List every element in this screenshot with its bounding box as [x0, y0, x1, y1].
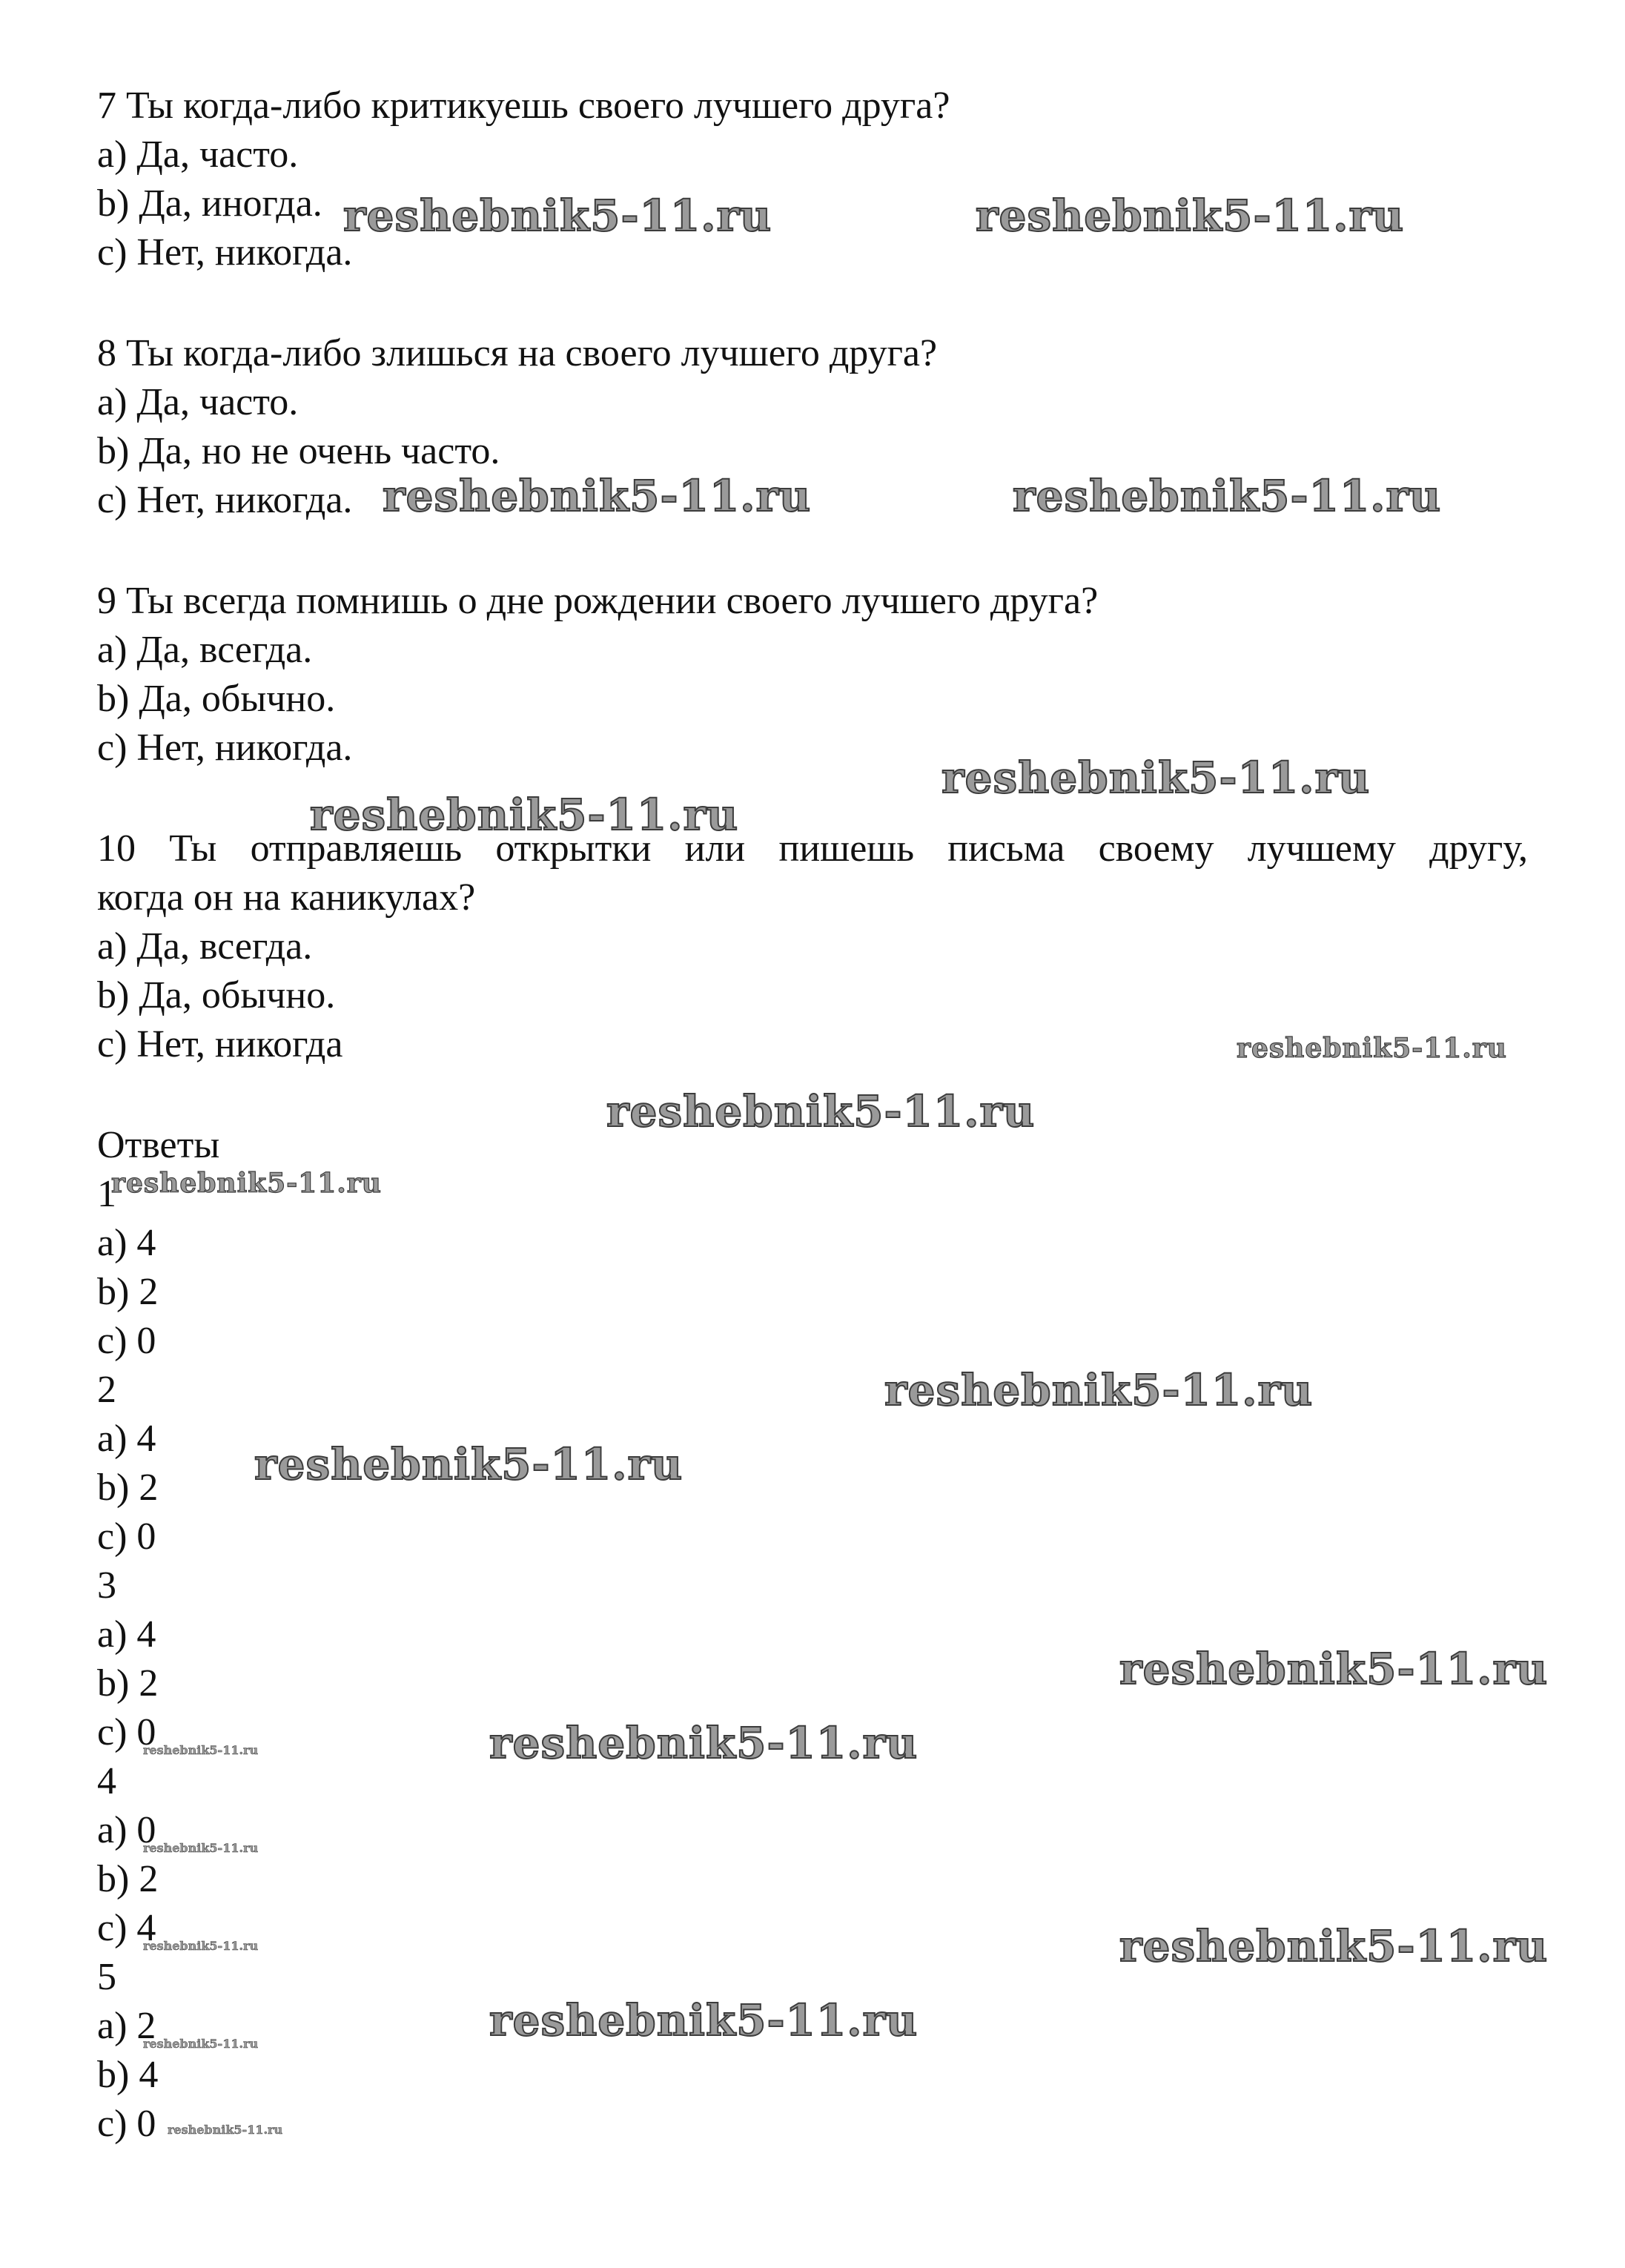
- watermark: reshebnik5-11.ru: [489, 1995, 919, 2046]
- question-7-option-b: b) Да, иногда.: [97, 182, 322, 225]
- answer-1-c: c) 0: [97, 1320, 156, 1362]
- question-9-option-a: a) Да, всегда.: [97, 629, 313, 671]
- question-10-option-a: a) Да, всегда.: [97, 925, 313, 968]
- watermark: reshebnik5-11.ru: [489, 1718, 919, 1768]
- answer-5-c: c) 0: [97, 2103, 156, 2145]
- watermark: reshebnik5-11.ru: [976, 191, 1405, 241]
- answer-2-b: b) 2: [97, 1467, 159, 1509]
- question-7-option-a: a) Да, часто.: [97, 133, 299, 176]
- watermark: reshebnik5-11.ru: [168, 2123, 283, 2137]
- watermark: reshebnik5-11.ru: [143, 1743, 259, 1757]
- question-10-option-b: b) Да, обычно.: [97, 974, 336, 1016]
- question-8-option-c: c) Нет, никогда.: [97, 479, 353, 521]
- answer-4-c: c) 4: [97, 1907, 156, 1949]
- question-10-option-c: c) Нет, никогда: [97, 1023, 343, 1065]
- answer-2-c: c) 0: [97, 1515, 156, 1558]
- watermark: reshebnik5-11.ru: [884, 1365, 1314, 1415]
- answer-3-number: 3: [97, 1564, 116, 1607]
- answer-2-a: a) 4: [97, 1418, 156, 1460]
- answer-1-b: b) 2: [97, 1271, 159, 1313]
- question-8-option-a: a) Да, часто.: [97, 381, 299, 423]
- watermark: reshebnik5-11.ru: [143, 1939, 259, 1953]
- watermark: reshebnik5-11.ru: [254, 1439, 684, 1490]
- answer-4-b: b) 2: [97, 1858, 159, 1900]
- question-10-title-line-2: когда он на каникулах?: [97, 876, 476, 919]
- question-7-title: 7 Ты когда-либо критикуешь своего лучшего друга?: [97, 85, 950, 127]
- question-9-option-c: c) Нет, никогда.: [97, 727, 353, 769]
- watermark: reshebnik5-11.ru: [941, 753, 1371, 803]
- question-9-option-b: b) Да, обычно.: [97, 678, 336, 720]
- question-8-title: 8 Ты когда-либо злишься на своего лучшего друга?: [97, 332, 938, 374]
- watermark: reshebnik5-11.ru: [343, 191, 772, 241]
- watermark: reshebnik5-11.ru: [1119, 1921, 1549, 1971]
- question-10-title-line-1: 10 Ты отправляешь открытки или пишешь письма своему лучшему другу,: [97, 827, 1528, 870]
- answer-5-a: a) 2: [97, 2005, 156, 2047]
- question-8-option-b: b) Да, но не очень часто.: [97, 430, 500, 472]
- watermark: reshebnik5-11.ru: [383, 471, 812, 521]
- answers-heading: Ответы: [97, 1124, 220, 1166]
- answer-2-number: 2: [97, 1369, 116, 1411]
- answer-4-a: a) 0: [97, 1809, 156, 1851]
- watermark: reshebnik5-11.ru: [606, 1086, 1036, 1137]
- watermark: reshebnik5-11.ru: [111, 1168, 382, 1199]
- answer-1-number: 1: [97, 1173, 116, 1215]
- question-9-title: 9 Ты всегда помнишь о дне рождении своего лучшего друга?: [97, 580, 1099, 622]
- watermark: reshebnik5-11.ru: [310, 790, 739, 840]
- answer-1-a: a) 4: [97, 1222, 156, 1264]
- watermark: reshebnik5-11.ru: [143, 1841, 259, 1855]
- question-7-option-c: c) Нет, никогда.: [97, 231, 353, 274]
- answer-4-number: 4: [97, 1760, 116, 1802]
- watermark: reshebnik5-11.ru: [1013, 471, 1442, 521]
- watermark: reshebnik5-11.ru: [143, 2037, 259, 2051]
- answer-3-a: a) 4: [97, 1613, 156, 1656]
- answer-3-b: b) 2: [97, 1662, 159, 1705]
- answer-5-b: b) 4: [97, 2054, 159, 2096]
- answer-3-c: c) 0: [97, 1711, 156, 1753]
- answer-5-number: 5: [97, 1956, 116, 1998]
- watermark: reshebnik5-11.ru: [1237, 1033, 1507, 1064]
- watermark: reshebnik5-11.ru: [1119, 1644, 1549, 1694]
